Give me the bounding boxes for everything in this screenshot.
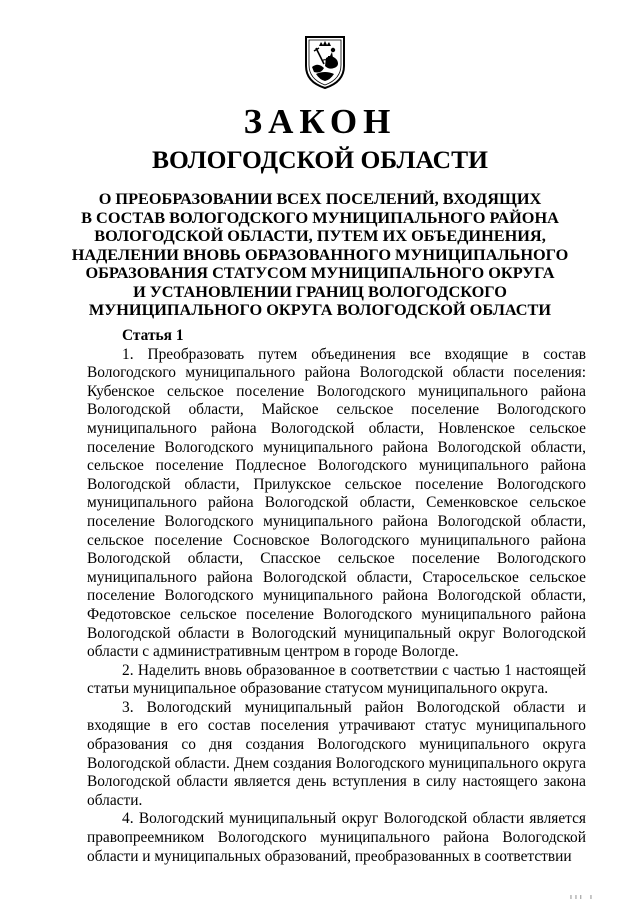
region-title: ВОЛОГОДСКОЙ ОБЛАСТИ [152, 145, 488, 174]
law-subtitle [60, 190, 580, 320]
subtitle-line: ОБРАЗОВАНИЯ СТАТУСОМ МУНИЦИПАЛЬНОГО ОКРУГА [85, 263, 555, 282]
article-heading: Статья 1 [122, 327, 184, 344]
subtitle-line: О ПРЕОБРАЗОВАНИИ ВСЕХ ПОСЕЛЕНИЙ, ВХОДЯЩИХ [98, 189, 542, 208]
vologda-coat-of-arms-icon [302, 34, 348, 90]
page-marker: ııı ı [570, 893, 596, 901]
article-paragraph-4: 4. Вологодский муниципальный округ Вологодской области является правопреемником Вологодского муниципального района Вологодской области и муниципальных образований, преобразованных в соответствии [87, 810, 586, 865]
subtitle-line: ВОЛОГОДСКОЙ ОБЛАСТИ, ПУТЕМ ИХ ОБЪЕДИНЕНИЯ, [94, 226, 546, 245]
article-paragraph-2: 2. Наделить вновь образованное в соответствии с частью 1 настоящей статьи муниципальное образование статусом муниципального округа. [87, 661, 586, 698]
subtitle-line: НАДЕЛЕНИИ ВНОВЬ ОБРАЗОВАННОГО МУНИЦИПАЛЬНОГО [71, 244, 569, 264]
subtitle-line: МУНИЦИПАЛЬНОГО ОКРУГА ВОЛОГОДСКОЙ ОБЛАСТИ [88, 300, 552, 319]
law-title: ЗАКОН [243, 102, 397, 141]
subtitle-line: В СОСТАВ ВОЛОГОДСКОГО МУНИЦИПАЛЬНОГО РАЙОНА [81, 207, 559, 227]
article-paragraph-3: 3. Вологодский муниципальный район Вологодской области и входящие в его состав поселения утрачивают статус муниципального образования со дня создания Вологодского муниципального округа Вологодской области. Днем создания Вологодского муниципального округа Вологодской области является день вступления в силу настоящего закона области. [87, 698, 586, 809]
article-paragraph-1: 1. Преобразовать путем объединения все входящие в состав Вологодского муниципального района Вологодской области поселения: Кубенское сельское поселение Вологодского муниципального района Вологодской области, Майское сельское поселение Вологодского муниципального района Вологодской области, Новленское сельское поселение Вологодского муниципального района Вологодской области, сельское поселение Подлесное Вологодского муниципального района Вологодской области, Прилукское сельское поселение Вологодского муниципального района Вологодской области, Семенковское сельское поселение Вологодского муниципального района Вологодской области, сельское поселение Сосновское Вологодского муниципального района Вологодской области, Спасское сельское поселение Вологодского муниципального района Вологодской области, Старосельское сельское поселение Вологодского муниципального района Вологодской области, Федотовское сельское поселение Вологодского муниципального района Вологодской области в Вологодский муниципальный округ Вологодской области с административным центром в городе Вологде. [87, 345, 586, 661]
article-body [87, 327, 586, 866]
subtitle-line: И УСТАНОВЛЕНИИ ГРАНИЦ ВОЛОГОДСКОГО [133, 281, 507, 301]
